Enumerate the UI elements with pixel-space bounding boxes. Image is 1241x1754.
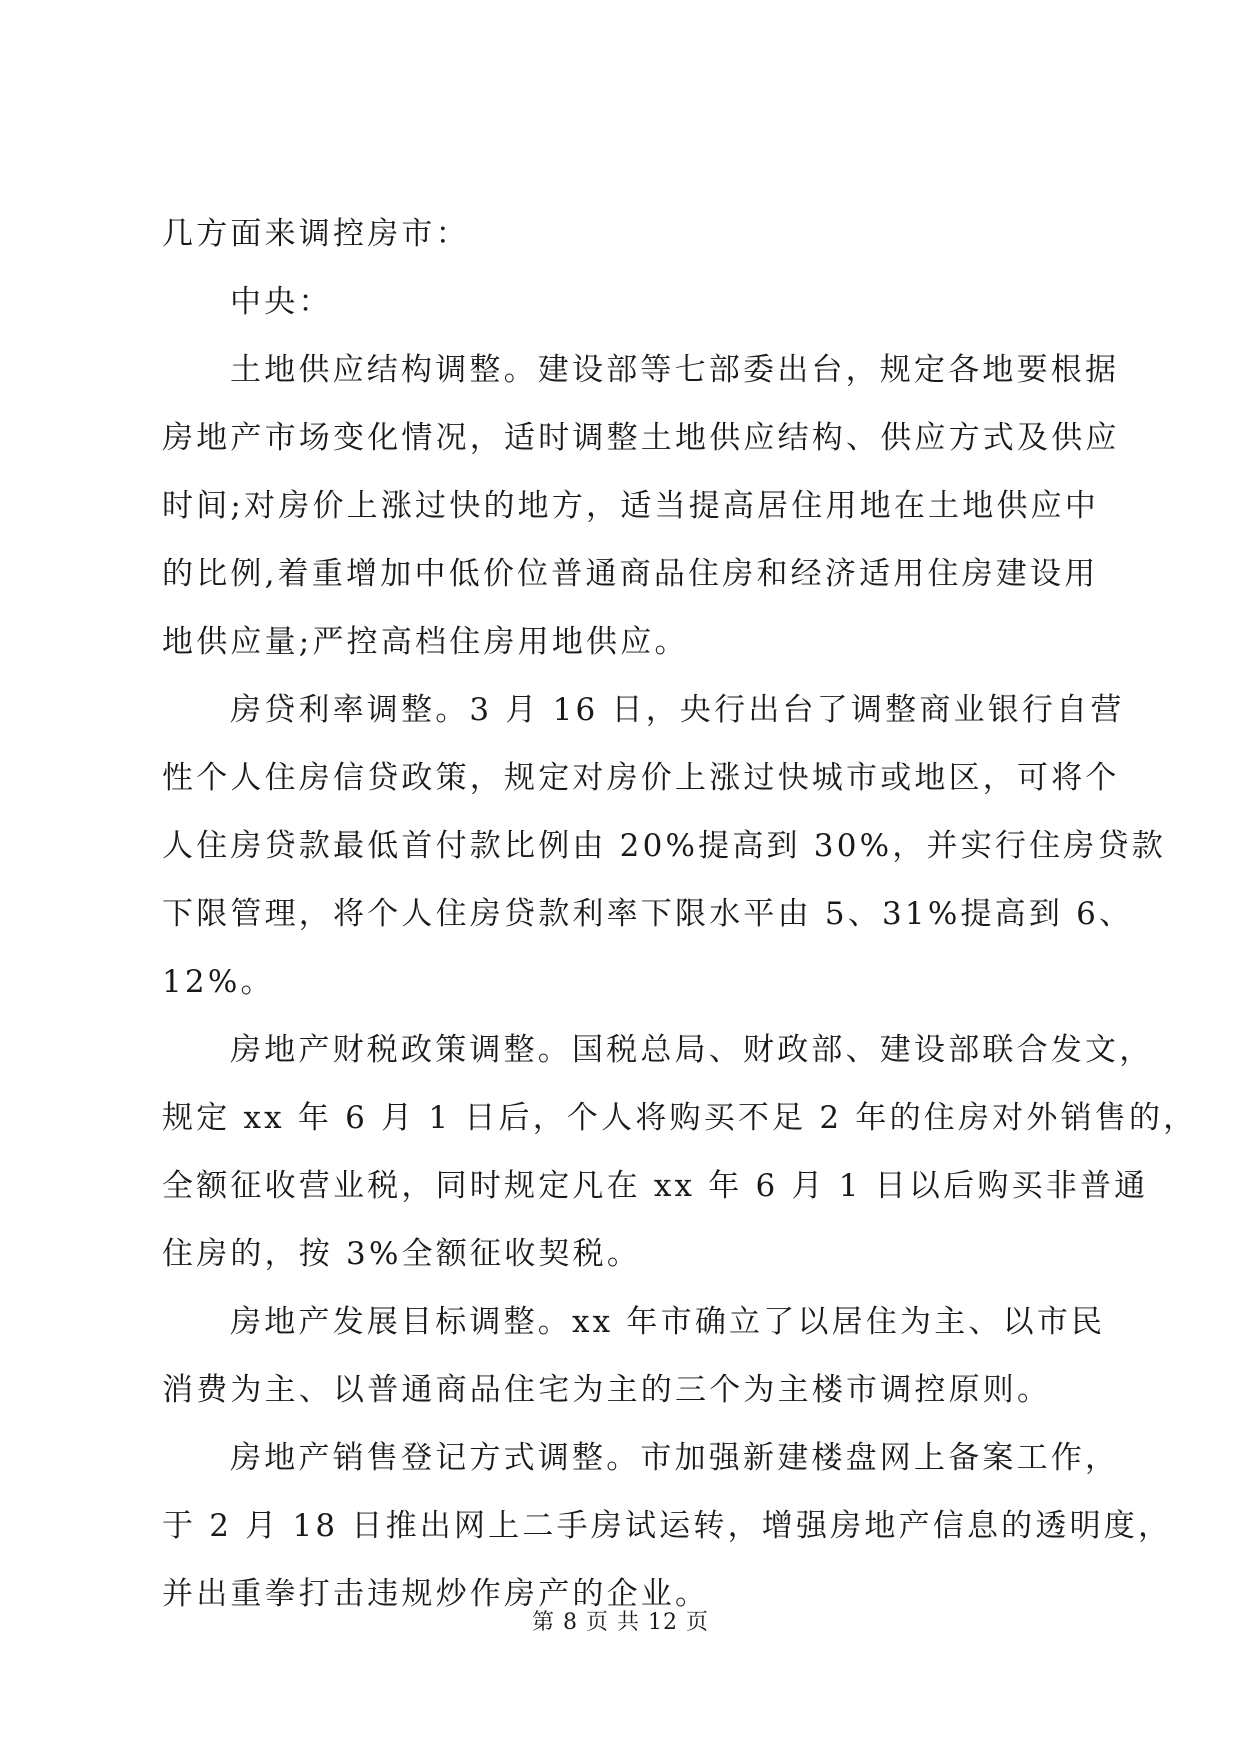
text-line: 并出重拳打击违规炒作房产的企业。 [162, 1576, 710, 1612]
text-line: 时间;对房价上涨过快的地方，适当提高居住用地在土地供应中 [162, 488, 1100, 524]
text-line: 住房的，按 3%全额征收契税。 [162, 1236, 642, 1272]
text-line: 规定 xx 年 6 月 1 日后，个人将购买不足 2 年的住房对外销售的， [162, 1100, 1198, 1136]
document-body [162, 200, 1198, 1628]
text-line: 房地产销售登记方式调整。市加强新建楼盘网上备案工作， [230, 1440, 1120, 1476]
text-line: 房地产市场变化情况，适时调整土地供应结构、供应方式及供应 [162, 420, 1120, 456]
text-line: 土地供应结构调整。建设部等七部委出台，规定各地要根据 [230, 352, 1120, 388]
text-line: 人住房贷款最低首付款比例由 20%提高到 30%，并实行住房贷款 [162, 828, 1166, 864]
text-line: 的比例,着重增加中低价位普通商品住房和经济适用住房建设用 [162, 556, 1099, 592]
text-line: 性个人住房信贷政策，规定对房价上涨过快城市或地区，可将个 [162, 760, 1120, 796]
text-line: 消费为主、以普通商品住宅为主的三个为主楼市调控原则。 [162, 1372, 1052, 1408]
page-number-footer: 第 8 页 共 12 页 [532, 1610, 709, 1635]
text-line: 于 2 月 18 日推出网上二手房试运转，增强房地产信息的透明度， [162, 1508, 1173, 1544]
text-line: 房贷利率调整。3 月 16 日，央行出台了调整商业银行自营 [230, 692, 1125, 728]
text-line: 房地产财税政策调整。国税总局、财政部、建设部联合发文， [230, 1032, 1154, 1068]
section-heading-central: 中央： [230, 284, 333, 320]
text-line: 下限管理，将个人住房贷款利率下限水平由 5、31%提高到 6、 [162, 896, 1134, 932]
text-line: 几方面来调控房市： [162, 216, 470, 252]
text-line: 房地产发展目标调整。xx 年市确立了以居住为主、以市民 [230, 1304, 1106, 1340]
text-line: 全额征收营业税，同时规定凡在 xx 年 6 月 1 日以后购买非普通 [162, 1168, 1149, 1204]
text-line: 12%。 [162, 964, 275, 1000]
text-line: 地供应量;严控高档住房用地供应。 [162, 624, 689, 660]
